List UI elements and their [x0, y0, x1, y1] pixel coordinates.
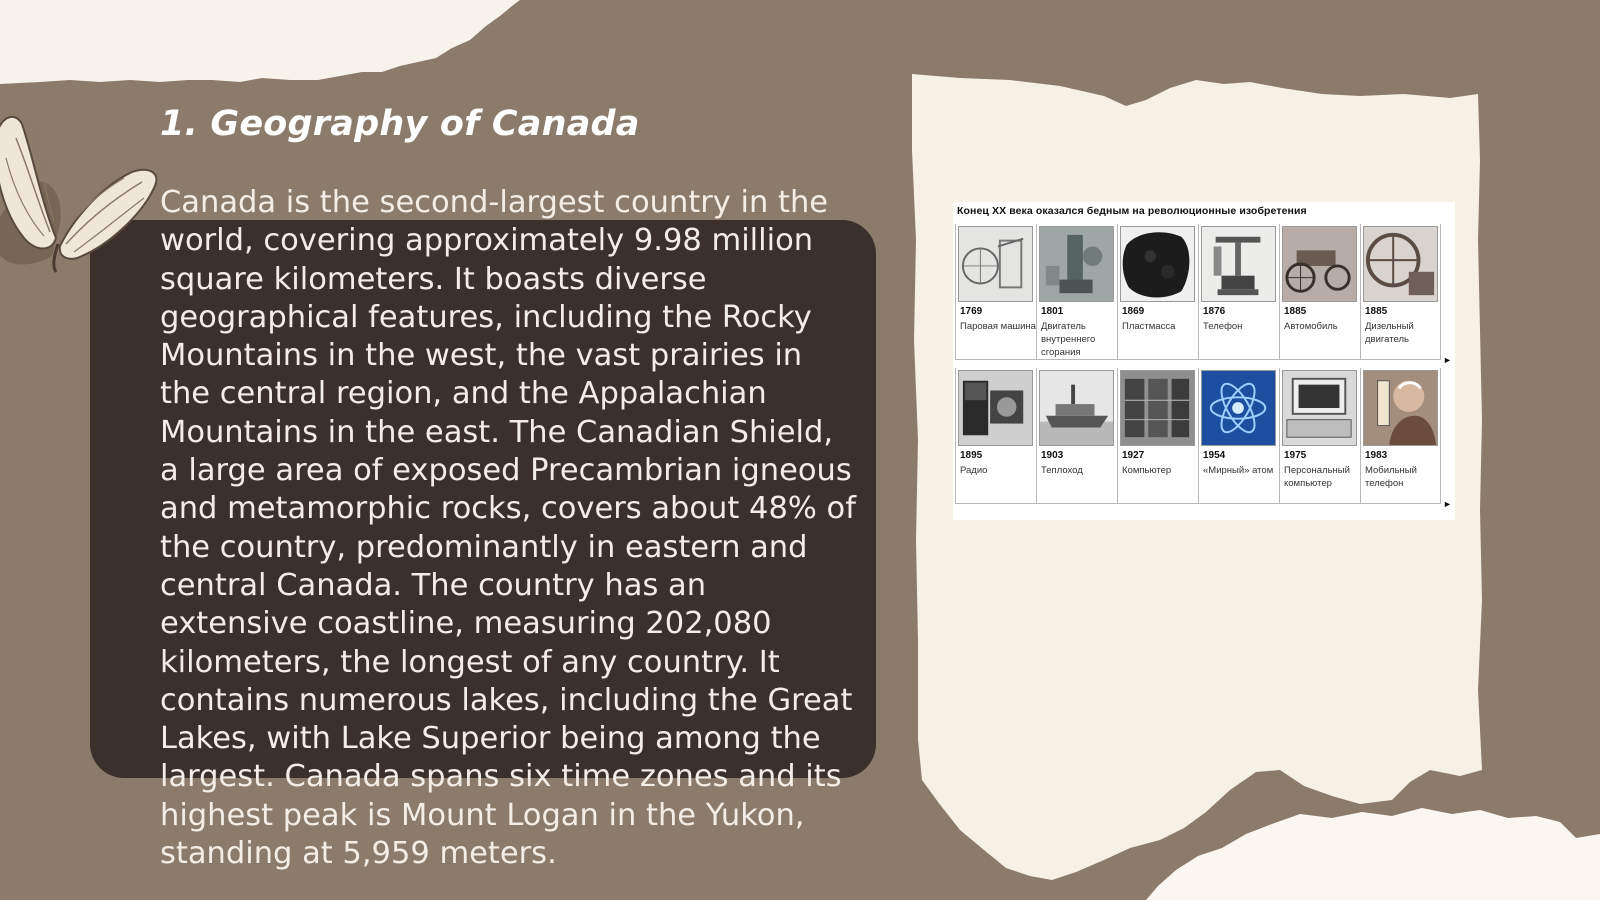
- personal-computer-icon: [1282, 370, 1357, 446]
- motor-ship-icon: [1039, 370, 1114, 446]
- torn-paper-bottom-right: [1146, 808, 1600, 900]
- radio-icon: [958, 370, 1033, 446]
- timeline-label: Пластмасса: [1122, 321, 1176, 332]
- timeline-cell: [1117, 224, 1198, 360]
- atom-icon: [1201, 370, 1276, 446]
- timeline-year: 1927: [1122, 450, 1145, 461]
- slide-body-text: Canada is the second-largest country in the world, covering approximately 9.98 million square kilometers. It boasts diverse geographical features, including the Rocky Mountains in the west, the vast prairies in the central region, and the Appalachian Mountains in the east. The Canadian Shield, a large area of exposed Precambrian igneous and metamorphic rocks, covers about 48% of the country, predominantly in eastern and central Canada. The country has an extensive coastline, measuring 202,080 kilometers, the longest of any country. It contains numerous lakes, including the Great Lakes, with Lake Superior being among the largest. Canada spans six time zones and its highest peak is Mount Logan in the Yukon, standing at 5,959 meters.: [160, 185, 856, 872]
- timeline-label: Мобильный телефон: [1365, 465, 1417, 489]
- timeline-arrow-icon: ►: [1443, 499, 1452, 509]
- timeline-label: Персональный компьютер: [1284, 465, 1350, 489]
- computer-icon: [1120, 370, 1195, 446]
- inventions-timeline: [953, 202, 1455, 520]
- timeline-row-2: [955, 368, 1443, 504]
- timeline-label: Паровая машина: [960, 321, 1036, 332]
- butterfly-icon: [0, 106, 162, 278]
- automobile-icon: [1282, 226, 1357, 302]
- timeline-cell: [955, 224, 1036, 360]
- mobile-phone-icon: [1363, 370, 1438, 446]
- timeline-year: 1895: [960, 450, 983, 461]
- internal-combustion-engine-icon: [1039, 226, 1114, 302]
- timeline-header: Конец XX века оказался бедным на революционные изобретения: [957, 205, 1307, 217]
- timeline-year: 1975: [1284, 450, 1307, 461]
- timeline-cell: [1279, 224, 1360, 360]
- timeline-cell: [1036, 224, 1117, 360]
- torn-paper-top-left: [0, 0, 520, 84]
- timeline-cell: [1360, 224, 1441, 360]
- steam-engine-icon: [958, 226, 1033, 302]
- timeline-cell: [1279, 368, 1360, 504]
- timeline-label: Двигатель внутреннего сгорания: [1041, 321, 1096, 358]
- timeline-year: 1885: [1365, 306, 1388, 317]
- timeline-cell: [1360, 368, 1441, 504]
- slide-title: 1. Geography of Canada: [160, 104, 640, 144]
- timeline-year: 1885: [1284, 306, 1307, 317]
- timeline-year: 1954: [1203, 450, 1226, 461]
- timeline-arrow-icon: ►: [1443, 355, 1452, 365]
- timeline-year: 1983: [1365, 450, 1388, 461]
- timeline-year: 1801: [1041, 306, 1064, 317]
- timeline-year: 1903: [1041, 450, 1064, 461]
- plastic-icon: [1120, 226, 1195, 302]
- timeline-label: Радио: [960, 465, 988, 476]
- timeline-cell: [1198, 368, 1279, 504]
- timeline-cell: [1036, 368, 1117, 504]
- timeline-label: «Мирный» атом: [1203, 465, 1274, 476]
- timeline-label: Телефон: [1203, 321, 1243, 332]
- timeline-cell: [955, 368, 1036, 504]
- timeline-row-1: [955, 224, 1443, 360]
- timeline-label: Дизельный двигатель: [1365, 321, 1414, 345]
- diesel-engine-icon: [1363, 226, 1438, 302]
- timeline-label: Теплоход: [1041, 465, 1083, 476]
- timeline-label: Автомобиль: [1284, 321, 1338, 332]
- timeline-year: 1769: [960, 306, 983, 317]
- telephone-icon: [1201, 226, 1276, 302]
- timeline-year: 1869: [1122, 306, 1145, 317]
- timeline-year: 1876: [1203, 306, 1226, 317]
- timeline-cell: [1198, 224, 1279, 360]
- timeline-label: Компьютер: [1122, 465, 1172, 476]
- timeline-cell: [1117, 368, 1198, 504]
